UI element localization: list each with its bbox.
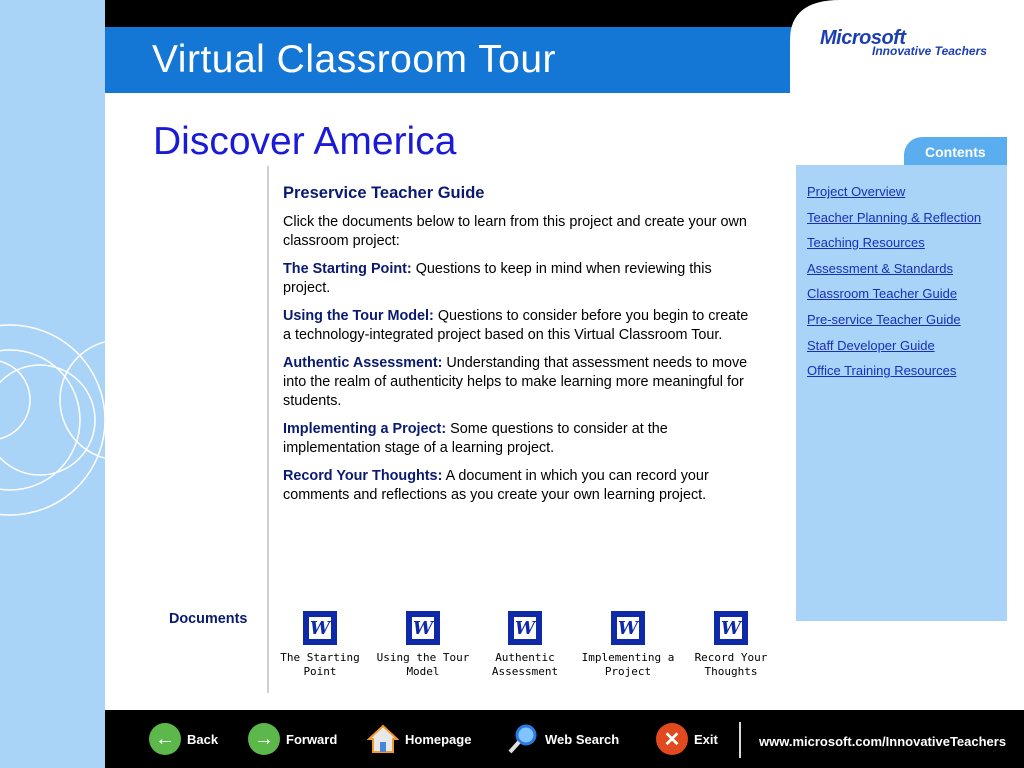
- contents-link-project-overview[interactable]: Project Overview: [807, 184, 906, 199]
- contents-link-preservice-teacher-guide[interactable]: Pre-service Teacher Guide: [807, 311, 961, 327]
- exit-button[interactable]: [656, 710, 718, 768]
- guide-heading: Preservice Teacher Guide: [283, 184, 485, 202]
- homepage-button[interactable]: [367, 710, 471, 768]
- guide-item-term: Using the Tour Model:: [283, 308, 434, 324]
- exit-label: Exit: [694, 731, 718, 747]
- nav-separator: [739, 722, 741, 758]
- guide-item-term: Implementing a Project:: [283, 421, 447, 437]
- web-search-label: Web Search: [545, 731, 620, 747]
- doc-label-line2: Project: [604, 665, 652, 678]
- doc-label: [373, 651, 473, 679]
- guide-item-desc: Some questions to consider at the implementation stage of a learning project.: [283, 421, 668, 456]
- guide-item-term: Authentic Assessment:: [283, 355, 443, 371]
- forward-label: Forward: [286, 731, 338, 747]
- word-doc-icon[interactable]: W: [406, 611, 440, 645]
- guide-item-desc: Questions to consider before you begin to create a technology-integrated project based on this Virtual Classroom Tour.: [283, 308, 749, 343]
- guide-intro: Click the documents below to learn from this project and create your own classroom project:: [283, 214, 747, 249]
- doc-label-line2: Point: [303, 665, 337, 678]
- contents-panel: [796, 165, 1007, 621]
- back-label: Back: [187, 731, 219, 747]
- footer-url: www.microsoft.com/InnovativeTeachers: [759, 734, 1007, 749]
- header-title: Virtual Classroom Tour: [152, 38, 557, 81]
- back-arrow-icon: ←: [149, 723, 181, 755]
- contents-tab: [904, 137, 1007, 165]
- magnifier-icon: [507, 723, 539, 755]
- microsoft-logo: [820, 27, 1020, 63]
- guide-item: [283, 354, 753, 411]
- contents-link-office-training[interactable]: Office Training Resources: [807, 363, 957, 379]
- doc-label-line1: Implementing a: [581, 651, 675, 664]
- doc-label-line1: Authentic: [495, 651, 555, 664]
- homepage-label: Homepage: [405, 731, 472, 747]
- doc-label-line2: Thoughts: [704, 665, 758, 678]
- guide-content: [283, 183, 753, 514]
- house-icon: [367, 723, 399, 755]
- doc-record-thoughts[interactable]: [681, 611, 781, 679]
- doc-label: [578, 651, 678, 679]
- doc-label-line2: Assessment: [491, 665, 559, 678]
- contents-link-classroom-teacher-guide[interactable]: Classroom Teacher Guide: [807, 286, 958, 302]
- guide-item: [283, 420, 753, 458]
- logo-brand-text: Microsoft: [820, 27, 906, 49]
- forward-arrow-icon: →: [248, 723, 280, 755]
- doc-starting-point[interactable]: [270, 611, 370, 679]
- documents-label: Documents: [169, 611, 248, 627]
- doc-label-line1: Using the Tour: [376, 651, 470, 664]
- guide-item: [283, 260, 753, 298]
- contents-link-staff-developer-guide[interactable]: Staff Developer Guide: [807, 337, 935, 353]
- doc-label-line1: Record Your: [694, 651, 768, 664]
- contents-tab-label: Contents: [925, 144, 986, 160]
- guide-item-desc: Understanding that assessment needs to move into the realm of authenticity helps to make learning more meaningful for students.: [283, 355, 748, 409]
- doc-label: [475, 651, 575, 679]
- word-doc-icon[interactable]: W: [611, 611, 645, 645]
- logo-sub-text: Innovative Teachers: [872, 44, 987, 58]
- doc-implementing-project[interactable]: [578, 611, 678, 679]
- guide-item: [283, 307, 753, 345]
- back-button[interactable]: [149, 710, 218, 768]
- circles-decoration-icon: [0, 0, 105, 768]
- guide-item-desc: Questions to keep in mind when reviewing this project.: [283, 261, 712, 296]
- doc-label-line2: Model: [406, 665, 440, 678]
- doc-using-tour-model[interactable]: [373, 611, 473, 679]
- vertical-divider: [267, 166, 269, 693]
- bottom-nav-bar: [105, 710, 1024, 768]
- close-x-icon: ✕: [656, 723, 688, 755]
- word-doc-icon[interactable]: W: [508, 611, 542, 645]
- word-doc-icon[interactable]: W: [303, 611, 337, 645]
- word-doc-icon[interactable]: W: [714, 611, 748, 645]
- doc-label-line1: The Starting: [280, 651, 360, 664]
- guide-item: [283, 467, 753, 505]
- doc-authentic-assessment[interactable]: [475, 611, 575, 679]
- doc-label: [681, 651, 781, 679]
- contents-link-assessment-standards[interactable]: Assessment & Standards: [807, 260, 953, 276]
- contents-link-teaching-resources[interactable]: Teaching Resources: [807, 235, 925, 251]
- left-decorative-strip: [0, 0, 105, 768]
- guide-item-term: Record Your Thoughts:: [283, 468, 443, 484]
- guide-item-desc: A document in which you can record your comments and reflections as you create your own learning project.: [283, 468, 709, 503]
- contents-link-teacher-planning[interactable]: Teacher Planning & Reflection: [807, 209, 982, 225]
- doc-label: [270, 651, 370, 679]
- forward-button[interactable]: [248, 710, 337, 768]
- page-title: Discover America: [153, 120, 457, 163]
- web-search-button[interactable]: [507, 710, 619, 768]
- guide-item-term: The Starting Point:: [283, 261, 412, 277]
